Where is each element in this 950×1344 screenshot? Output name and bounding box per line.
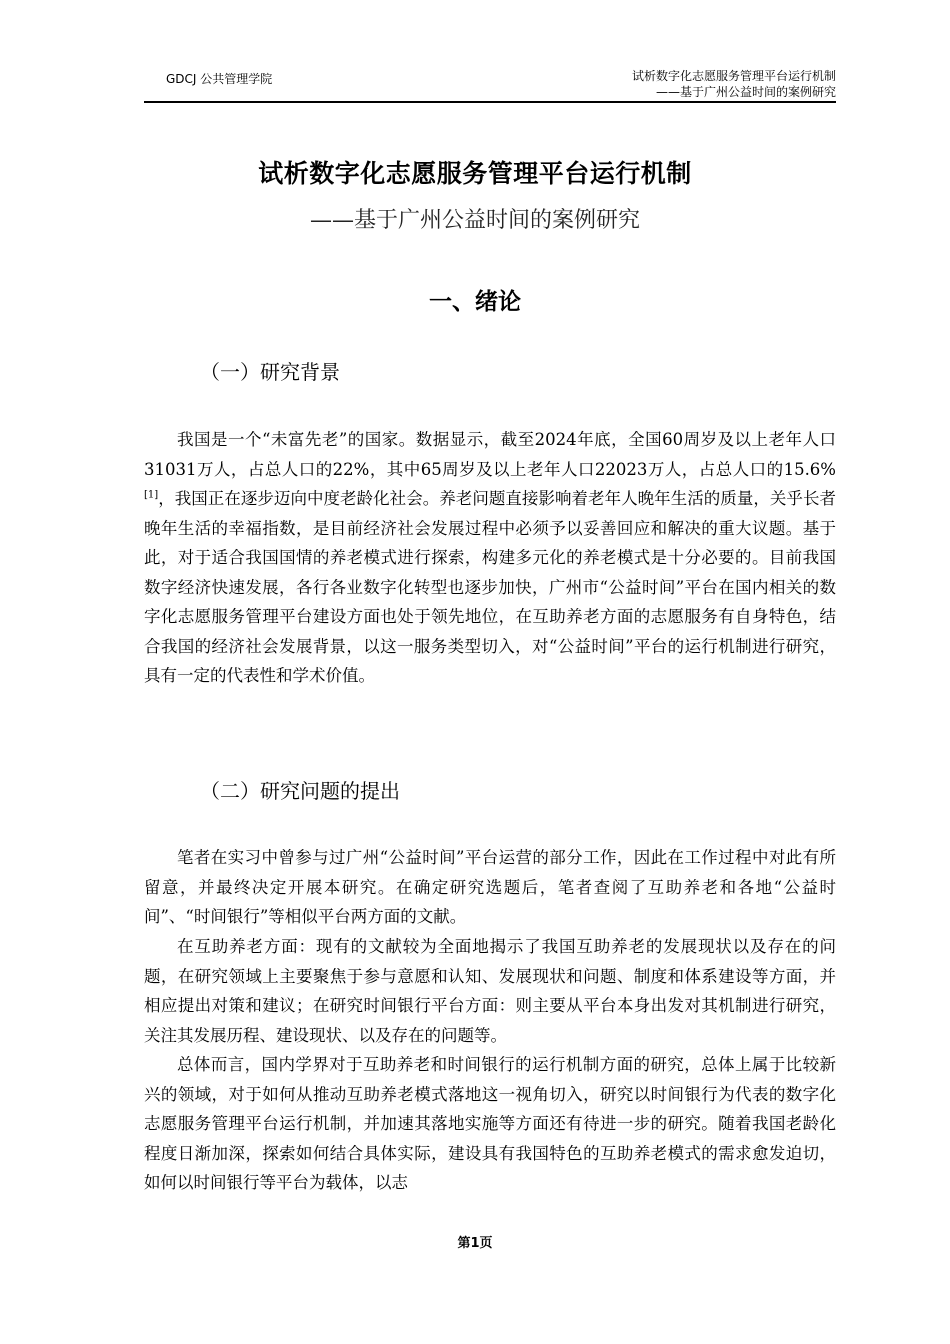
- paragraph-text: ，我国正在逐步迈向中度老龄化社会。养老问题直接影响着老年人晚年生活的质量，关乎长者晚年生活的幸福指数，是目前经济社会发展过程中必须予以妥善回应和解决的重大议题。基于此，对于适合我国国情的养老模式进行探索，构建多元化的养老模式是十分必要的。目前我国数字经济快速发展，各行各业数字化转型也逐步加快，广州市“公益时间”平台在国内相关的数字化志愿服务管理平台建设方面也处于领先地位，在互助养老方面的志愿服务有自身特色，结合我国的经济社会发展背景，以这一服务类型切入，对“公益时间”平台的运行机制进行研究，具有一定的代表性和学术价值。: [144, 489, 836, 685]
- paper-title: 试析数字化志愿服务管理平台运行机制: [258, 159, 692, 188]
- paragraph: 笔者在实习中曾参与过广州“公益时间”平台运营的部分工作，因此在工作过程中对此有所留意，并最终决定开展本研究。在确定研究选题后，笔者查阅了互助养老和各地“公益时间”、“时间银行”等相似平台两方面的文献。: [144, 848, 836, 926]
- paragraph-text: 我国是一个“未富先老”的国家。数据显示，截至2024年底，全国60周岁及以上老年人口31031万人，占总人口的22%，其中65周岁及以上老年人口22023万人，占总人口的15.6%: [144, 430, 836, 479]
- running-header-subtitle: ——基于广州公益时间的案例研究: [655, 85, 836, 99]
- paper-subtitle: ——基于广州公益时间的案例研究: [309, 208, 640, 233]
- paragraph-background: [144, 425, 836, 691]
- page-number: 第1页: [457, 1236, 493, 1251]
- paragraph: 总体而言，国内学界对于互助养老和时间银行的运行机制方面的研究，总体上属于比较新兴的领域，对于如何从推动互助养老模式落地这一视角切入，研究以时间银行为代表的数字化志愿服务管理平台运行机制，并加速其落地实施等方面还有待进一步的研究。随着我国老龄化程度日渐加深，探索如何结合具体实际，建设具有我国特色的互助养老模式的需求愈发迫切，如何以时间银行等平台为载体，以志: [144, 1055, 836, 1192]
- paragraph: 在互助养老方面：现有的文献较为全面地揭示了我国互助养老的发展现状以及存在的问题，在研究领域上主要聚焦于参与意愿和认知、发展现状和问题、制度和体系建设等方面，并相应提出对策和建议；在研究时间银行平台方面：则主要从平台本身出发对其机制进行研究，关注其发展历程、建设现状、以及存在的问题等。: [144, 937, 836, 1045]
- section-heading-research-question: （二）研究问题的提出: [200, 779, 400, 803]
- section-heading-background: （一）研究背景: [200, 360, 340, 384]
- running-header-left: GDCJ 公共管理学院: [166, 72, 273, 86]
- running-header-right: [632, 68, 836, 100]
- header-divider: [144, 101, 836, 103]
- chapter-heading: 一、绪论: [429, 289, 521, 315]
- citation-reference: [1]: [144, 489, 159, 501]
- running-header-title: 试析数字化志愿服务管理平台运行机制: [631, 69, 836, 83]
